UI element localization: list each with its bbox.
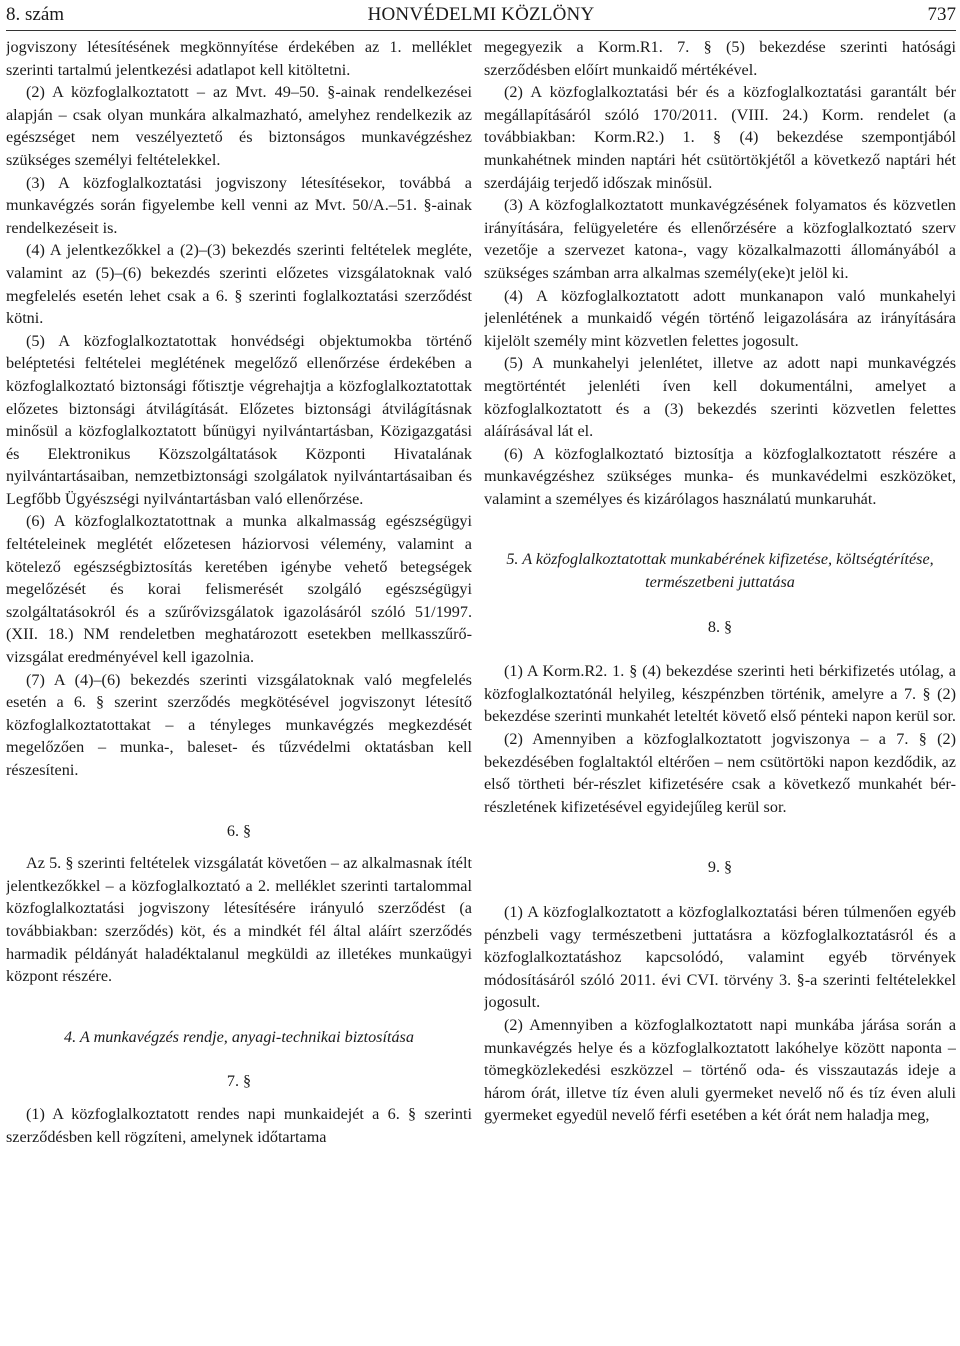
paragraph: megegyezik a Korm.R1. 7. § (5) bekezdése szerinti hatósági szerződésben előírt munkaidő mértékével. — [484, 38, 956, 79]
page-number: 737 — [927, 4, 956, 25]
paragraph: (3) A közfoglalkoztatási jogviszony létesítésekor, továbbá a munkavégzés során figyelembe kell venni az Mvt. 50/A.–51. §-ainak rendelkezéseit is. — [6, 173, 472, 237]
chapter-title: 4. A munkavégzés rendje, anyagi-technikai biztosítása — [64, 1027, 414, 1046]
paragraph: jogviszony létesítésének megkönnyítése érdekében az 1. melléklet szerinti tartalmú jelentkezési adatlapot kell kitöltetni. — [6, 38, 472, 79]
section-number: 6. § — [226, 821, 252, 840]
paragraph: (7) A (4)–(6) bekezdés szerinti vizsgálatoknak való megfelelés esetén a 6. § szerint szerződés megkötésével jogviszonyt létesítő közfoglalkoztatottakat – a tényleges munkavégzés megkezdését megelőzően – munka-, baleset- és tűzvédelmi oktatásban kell részesíteni. — [6, 670, 472, 779]
paragraph: (3) A közfoglalkoztatott munkavégzésének folyamatos és közvetlen irányítására, felügyeletére és ellenőrzésére a közfoglalkoztató szerv vezetője a szervezet katona-, vagy közalkalmazotti állományából a szükséges számban arra alkalmas személy(eke)t jelöl ki. — [484, 196, 956, 282]
paragraph: (6) A közfoglalkoztató biztosítja a közfoglalkoztatott részére a munkavégzéshez szükséges munka- és munkavédelmi eszközöket, valamint a személyes és kizárólagos használatú munkaruhát. — [484, 444, 956, 508]
spacer — [6, 988, 472, 1026]
page-header — [6, 0, 956, 30]
paragraph: (4) A közfoglalkoztatott adott munkanapon való munkahelyi jelenlétének a munkaidő végén történő leigazolására az irányítására kijelölt személy mint közvetlen felettes jogosult. — [484, 286, 956, 350]
section-number: 9. § — [707, 858, 733, 877]
section-number: 8. § — [707, 617, 733, 636]
spacer — [484, 818, 956, 856]
left-column — [6, 36, 472, 1341]
spacer — [484, 510, 956, 548]
paragraph: (6) A közfoglalkoztatottnak a munka alkalmasság egészségügyi feltételeinek meglétét előzetesen háziorvosi vélemény, valamint a kötelező egészségbiztosítás keretében igénybe vehető betegségek megelőzését és korai felismerését szolgáló egészségügyi szolgáltatásokról és a szűrővizsgálatok igazolásáról szóló 51/1997. (XII. 18.) NM rendeletben meghatározott esetekben mellkasszűrő-vizsgálat eredményével kell igazolnia. — [6, 512, 472, 667]
issue-number: 8. szám — [6, 4, 65, 25]
chapter-title: 5. A közfoglalkoztatottak munkabérének kifizetése, költségtérítése, természetbeni juttatása — [506, 550, 934, 592]
spacer — [484, 594, 956, 616]
journal-title: HONVÉDELMI KÖZLÖNY — [367, 4, 595, 25]
spacer — [6, 1093, 472, 1103]
section-number: 7. § — [226, 1072, 252, 1091]
paragraph: Az 5. § szerinti feltételek vizsgálatát követően – az alkalmasnak ítélt jelentkezőkkel – a közfoglalkoztató a 2. melléklet szerinti tartalommal közfoglalkoztatási jogviszony létesítésére irányuló szerződést (a továbbiakban: szerződés) köt, és a mindkét fél által aláírt szerződés harmadik példányát haladéktalanul megküldi az illetékes munkaügyi központ részére. — [6, 854, 472, 986]
spacer — [6, 1048, 472, 1070]
paragraph: (4) A jelentkezőkkel a (2)–(3) bekezdés szerinti feltételek megléte, valamint az (5)–(6) bekezdés szerinti előzetes vizsgálatoknak való megfelelés esetén lehet csak a 6. § szerinti foglalkoztatási szerződést kötni. — [6, 241, 472, 328]
paragraph: (2) Amennyiben a közfoglalkoztatott napi munkába járása során a munkavégzés helye és a közfoglalkoztatott lakóhelye között naponta – tömegközlekedési eszközzel – történő oda- és visszautazás ideje a három órát, illetve tíz éven aluli gyermeket nevelő nő és tíz éven aluli gyermeket egyedül nevelő férfi esetében a két órát nem haladja meg, — [484, 1015, 956, 1125]
spacer — [484, 879, 956, 901]
spacer — [484, 638, 956, 660]
paragraph: (1) A Korm.R2. 1. § (4) bekezdése szerinti heti bérkifizetés utólag, a közfoglalkoztatónál helyileg, készpénzben történik, amelyre a 7. § (2) bekezdése szerinti munkahét leteltét követő első pénteki napon kerül sor. — [484, 662, 956, 726]
header-rule — [6, 30, 956, 31]
right-column — [484, 36, 956, 1341]
paragraph: (1) A közfoglalkoztatott a közfoglalkoztatási béren túlmenően egyéb pénzbeli vagy természetbeni juttatásra a közfoglalkoztatásról és a közfoglalkoztatáshoz kapcsolódó, valamint egyéb törvények módosításáról szóló 2011. évi CVI. törvény 3. §-a szerinti feltételekkel jogosult. — [484, 903, 956, 1012]
paragraph: (5) A munkahelyi jelenlétet, illetve az adott napi munkavégzés megtörténtét jelenléti íven kell dokumentálni, amelyet a közfoglalkoztatott és a (3) bekezdés szerinti közvetlen felettes aláírásával lát el. — [484, 354, 956, 441]
paragraph: (2) A közfoglalkoztatott – az Mvt. 49–50. §-ainak rendelkezései alapján – csak olyan munkára alkalmazható, amelyhez rendelkezik az egészséget nem veszélyeztető és biztonságos munkavégzéshez szükséges személyi feltételekkel. — [6, 83, 472, 169]
spacer — [6, 782, 472, 820]
paragraph: (5) A közfoglalkoztatottak honvédségi objektumokba történő beléptetési feltételei meglétének megelőző ellenőrzése érdekében a közfoglalkoztató biztonsági főtisztje végrehajtja a közfoglalkoztatottak előzetes biztonsági átvilágítását. Előzetes biztonsági átvilágításnak minősül a közfoglalkoztatott bűnügyi nyilvántartásban, Közigazgatási és Elektronikus Közszolgáltatások Központi Hivatalának nyilvántartásaiban, nemzetbiztonsági szolgálatok nyilvántartásaiban és Legfőbb Ügyészségi nyilvántartásban való ellenőrzése. — [6, 331, 472, 508]
paragraph: (2) A közfoglalkoztatási bér és a közfoglalkoztatási garantált bér megállapításáról szóló 170/2011. (VIII. 24.) Korm. rendelet (a továbbiakban: Korm.R2.) 1. § (4) bekezdése szempontjából munkahétnek minden naptári hét csütörtökjétől a következő naptári hét szerdájáig terjedő időszak minősül. — [484, 83, 956, 192]
paragraph: (1) A közfoglalkoztatott rendes napi munkaidejét a 6. § szerinti szerződésben kell rögzíteni, amelynek időtartama — [6, 1104, 472, 1146]
spacer — [6, 842, 472, 852]
paragraph: (2) Amennyiben a közfoglalkoztatott jogviszonya – a 7. § (2) bekezdésében foglaltaktól eltérően – nem csütörtöki napon kezdődik, az első törtheti bér-részlet kifizetésére csak a következő munkahét bér-részletének kifizetésével egyidejűleg kerül sor. — [484, 730, 956, 816]
